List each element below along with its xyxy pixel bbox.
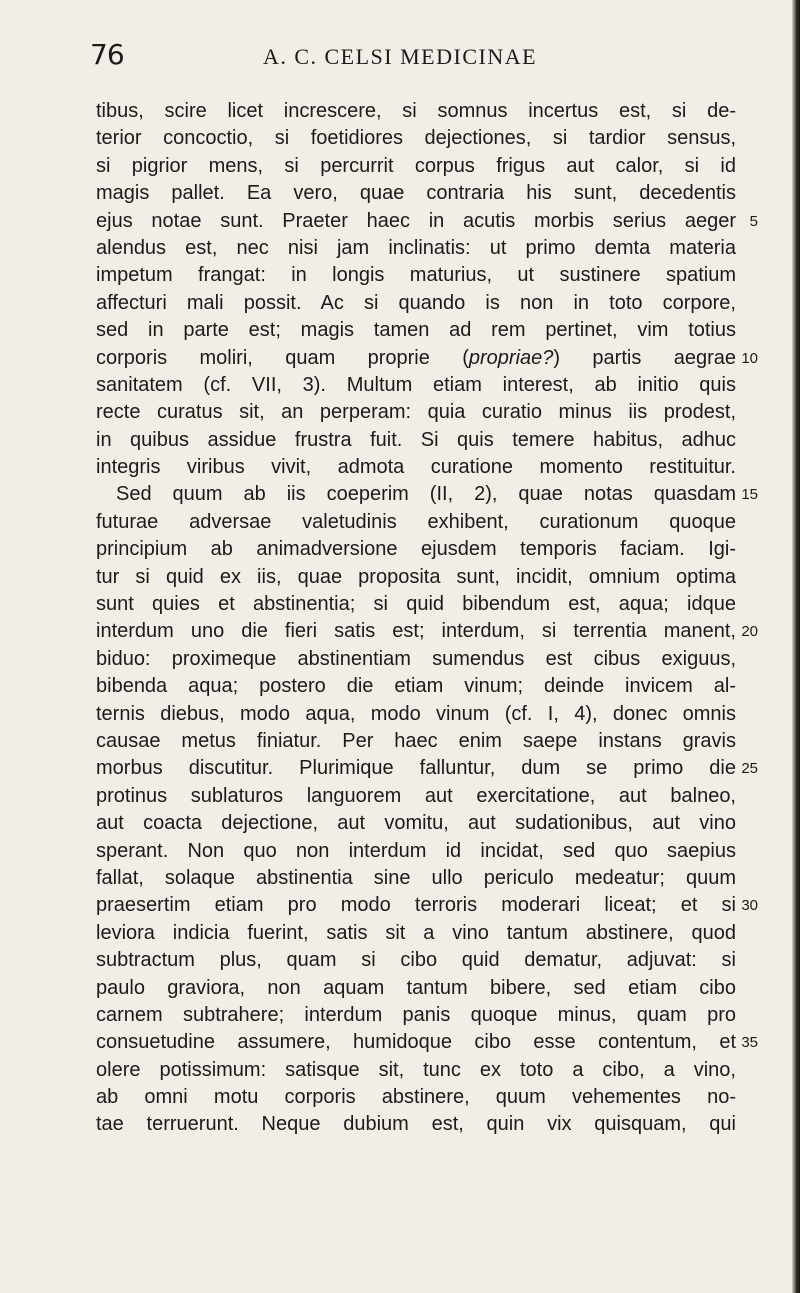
text-line-content: principium ab animadversione ejusdem temporis faciam. Igi- (96, 538, 736, 561)
text-line (96, 701, 736, 728)
line-number: 20 (741, 623, 758, 641)
text-line (96, 125, 736, 152)
text-line (96, 1084, 736, 1111)
text-line-content: olere potissimum: satisque sit, tunc ex toto a cibo, a vino, (96, 1058, 736, 1081)
text-line-content: alendus est, nec nisi jam inclinatis: ut primo demta materia (96, 236, 736, 259)
text-line (96, 427, 736, 454)
text-line-content: Sed quum ab iis coeperim (II, 2), quae notas quasdam (116, 483, 736, 506)
text-line (96, 865, 736, 892)
text-line (96, 208, 758, 235)
text-line-content: ejus notae sunt. Praeter haec in acutis morbis serius aeger (96, 209, 736, 232)
text-line-content: sunt quies et abstinentia; si quid bibendum est, aqua; idque (96, 593, 736, 616)
text-line (96, 646, 736, 673)
text-line-content: fallat, solaque abstinentia sine ullo periculo medeatur; quum (96, 866, 736, 889)
text-line (96, 481, 758, 508)
line-number: 25 (741, 760, 758, 778)
text-line-content: morbus discutitur. Plurimique falluntur, dum se primo die (96, 757, 736, 780)
text-line (96, 975, 736, 1002)
line-number: 35 (741, 1034, 758, 1052)
line-number: 15 (741, 486, 758, 504)
text-line (96, 509, 736, 536)
text-line-content: corporis moliri, quam proprie (propriae?) partis aegrae (96, 346, 736, 369)
text-line (96, 235, 736, 262)
text-line-content: leviora indicia fuerint, satis sit a vino tantum abstinere, quod (96, 921, 736, 944)
text-line-content: carnem subtrahere; interdum panis quoque minus, quam pro (96, 1003, 736, 1026)
text-line (96, 673, 736, 700)
text-line-content: recte curatus sit, an perperam: quia curatio minus iis prodest, (96, 401, 736, 424)
text-line-content: magis pallet. Ea vero, quae contraria his sunt, decedentis (96, 182, 736, 205)
text-line-content: futurae adversae valetudinis exhibent, curationum quoque (96, 510, 736, 533)
text-line (96, 728, 736, 755)
text-line-content: in quibus assidue frustra fuit. Si quis temere habitus, adhuc (96, 428, 736, 451)
text-line-content: sed in parte est; magis tamen ad rem pertinet, vim totius (96, 319, 736, 342)
text-line-content: paulo graviora, non aquam tantum bibere, sed etiam cibo (96, 976, 736, 999)
text-line-content: sperant. Non quo non interdum id incidat, sed quo saepius (96, 839, 736, 862)
text-line (96, 892, 758, 919)
line-number: 10 (741, 349, 758, 367)
text-line (96, 947, 736, 974)
text-line-content: tae terruerunt. Neque dubium est, quin vix quisquam, qui (96, 1113, 736, 1136)
line-number: 5 (749, 212, 758, 230)
text-line-content: protinus sublaturos languorem aut exercitatione, aut balneo, (96, 784, 736, 807)
text-line-content: ab omni motu corporis abstinere, quum vehementes no- (96, 1086, 736, 1109)
page-edge-shadow (792, 0, 800, 1293)
text-line (96, 1029, 758, 1056)
text-line-content: interdum uno die fieri satis est; interdum, si terrentia manent, (96, 620, 736, 643)
text-line (96, 399, 736, 426)
text-line (96, 372, 736, 399)
text-line (96, 1002, 736, 1029)
text-line (96, 290, 736, 317)
text-line-content: ternis diebus, modo aqua, modo vinum (cf. I, 4), donec omnis (96, 702, 736, 725)
text-line (96, 98, 736, 125)
text-line (96, 810, 736, 837)
body-text (96, 98, 758, 1139)
text-line-content: terior concoctio, si foetidiores dejectiones, si tardior sensus, (96, 127, 736, 150)
text-line-content: causae metus finiatur. Per haec enim saepe instans gravis (96, 729, 736, 752)
text-line (96, 1057, 736, 1084)
page-number: 76 (90, 38, 124, 71)
text-line (96, 536, 736, 563)
text-line-content: integris viribus vivit, admota curatione momento restituitur. (96, 456, 736, 479)
text-line (96, 454, 736, 481)
text-line-content: praesertim etiam pro modo terroris moderari liceat; et si (96, 894, 736, 917)
text-line-content: affecturi mali possit. Ac si quando is non in toto corpore, (96, 291, 736, 314)
emendation-italic: propriae? (468, 346, 554, 369)
text-line (96, 180, 736, 207)
text-line-content: tur si quid ex iis, quae proposita sunt, incidit, omnium optima (96, 565, 736, 588)
text-line-content: biduo: proximeque abstinentiam sumendus est cibus exiguus, (96, 647, 736, 670)
text-line (96, 1111, 736, 1138)
text-line-content: sanitatem (cf. VII, 3). Multum etiam interest, ab initio quis (96, 373, 736, 396)
page-header (0, 38, 800, 78)
text-line (96, 783, 736, 810)
text-line (96, 618, 758, 645)
text-line (96, 153, 736, 180)
text-line (96, 920, 736, 947)
text-line-content: consuetudine assumere, humidoque cibo esse contentum, et (96, 1031, 736, 1054)
text-line-content: aut coacta dejectione, aut vomitu, aut sudationibus, aut vino (96, 812, 736, 835)
text-line-content: tibus, scire licet increscere, si somnus incertus est, si de- (96, 100, 736, 122)
text-line (96, 591, 736, 618)
text-line (96, 564, 736, 591)
running-title: A. C. CELSI MEDICINAE (262, 44, 538, 69)
line-number: 30 (741, 897, 758, 915)
text-line-content: bibenda aqua; postero die etiam vinum; deinde invicem al- (96, 675, 736, 698)
text-line (96, 262, 736, 289)
text-line (96, 755, 758, 782)
text-line-content: impetum frangat: in longis maturius, ut sustinere spatium (96, 264, 736, 287)
text-line-content: subtractum plus, quam si cibo quid dematur, adjuvat: si (96, 949, 736, 972)
text-line (96, 317, 736, 344)
text-line-content: si pigrior mens, si percurrit corpus frigus aut calor, si id (96, 154, 736, 177)
text-line (96, 838, 736, 865)
text-line (96, 345, 758, 372)
